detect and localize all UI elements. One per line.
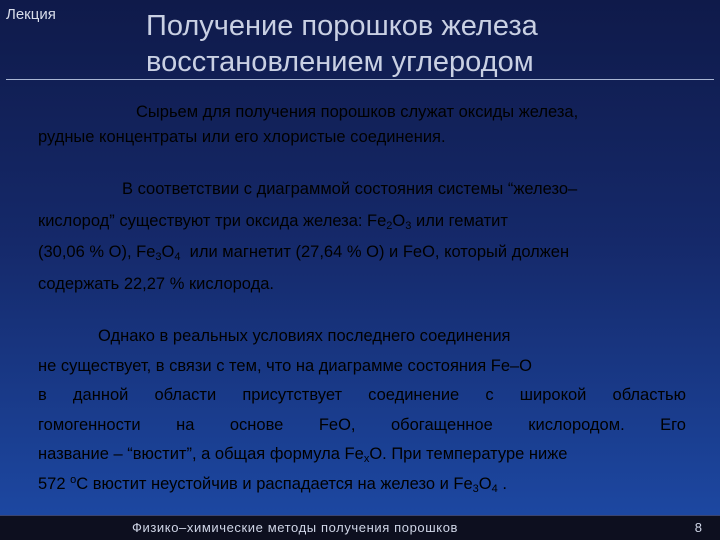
slide-section-label: Лекция [6, 6, 56, 23]
paragraph-line: Однако в реальных условиях последнего соединения [98, 327, 511, 345]
paragraph-line: рудные концентраты или его хлористые соединения. [38, 128, 446, 146]
paragraph-line: кислород” существуют три оксида железа: $Fe_2O_3$ или гематит [38, 211, 508, 232]
paragraph-line: (30,06 % O), $Fe_3O_4$ или магнетит (27,64 % O) и FeO, который должен [38, 243, 570, 263]
paragraph-line: 572 $^о$С вюстит неустойчив и распадается на железо и $Fe_3O_4$ . [38, 473, 507, 495]
paragraph-raw-materials [38, 100, 686, 150]
slide-footer [0, 515, 720, 540]
slide-title [146, 8, 706, 80]
paragraph-line: Сырьем для получения порошков служат оксиды железа, [136, 103, 579, 121]
paragraph-iron-oxides [38, 174, 686, 300]
title-line-2: восстановлением углеродом [146, 46, 534, 78]
paragraph-line: содержать 22,27 % кислорода. [38, 274, 275, 293]
paragraph-line: В соответствии с диаграммой состояния системы “железо– [122, 180, 578, 198]
title-divider [6, 79, 714, 80]
paragraph-line: не существует, в связи с тем, что на диаграмме состояния Fe–O [38, 356, 533, 375]
page-number: 8 [694, 520, 702, 535]
paragraph-wustite [38, 322, 686, 499]
paragraph-line: название – “вюстит”, а общая формула $Fe_xO$. При температуре ниже [38, 445, 568, 465]
footer-course-title: Физико–химические методы получения порошков [132, 520, 459, 535]
paragraph-line: в данной области присутствует соединение с широкой областью [38, 386, 686, 404]
title-line-1: Получение порошков железа [146, 10, 538, 42]
paragraph-line: гомогенности на основе FeO, обогащенное кислородом. Его [38, 415, 686, 434]
